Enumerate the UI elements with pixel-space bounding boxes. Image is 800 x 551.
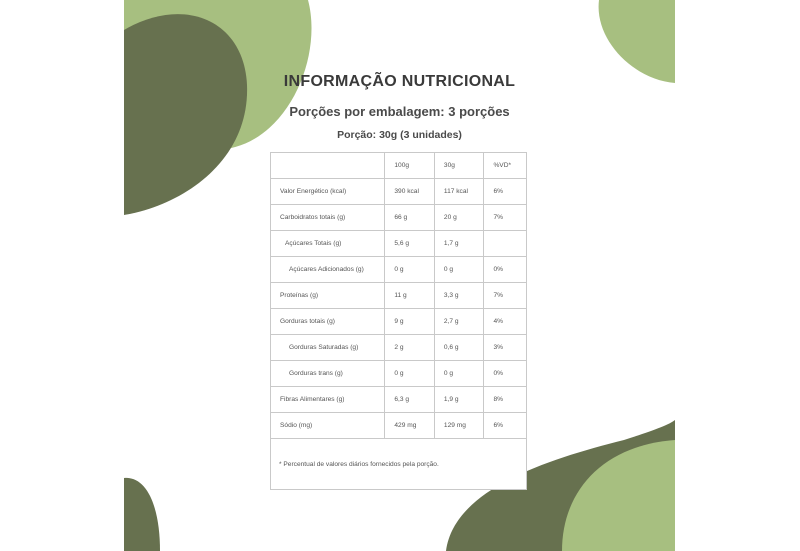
value-30g: 0 g bbox=[434, 361, 484, 387]
value-vd: 6% bbox=[484, 413, 527, 439]
value-100g: 429 mg bbox=[385, 413, 435, 439]
value-vd bbox=[484, 231, 527, 257]
value-100g: 5,6 g bbox=[385, 231, 435, 257]
nutrient-name: Carboidratos totais (g) bbox=[271, 205, 385, 231]
header-cell bbox=[271, 153, 385, 179]
value-vd: 0% bbox=[484, 361, 527, 387]
value-30g: 3,3 g bbox=[434, 283, 484, 309]
value-vd: 6% bbox=[484, 179, 527, 205]
value-30g: 20 g bbox=[434, 205, 484, 231]
header-cell: %VD* bbox=[484, 153, 527, 179]
nutrient-name: Gorduras trans (g) bbox=[271, 361, 385, 387]
nutrient-name: Gorduras totais (g) bbox=[271, 309, 385, 335]
value-30g: 2,7 g bbox=[434, 309, 484, 335]
value-100g: 0 g bbox=[385, 257, 435, 283]
value-100g: 11 g bbox=[385, 283, 435, 309]
value-100g: 9 g bbox=[385, 309, 435, 335]
value-vd: 0% bbox=[484, 257, 527, 283]
value-30g: 1,7 g bbox=[434, 231, 484, 257]
portion-size: Porção: 30g (3 unidades) bbox=[337, 129, 462, 141]
nutrition-table bbox=[270, 152, 527, 490]
value-100g: 2 g bbox=[385, 335, 435, 361]
nutrient-name: Proteínas (g) bbox=[271, 283, 385, 309]
value-vd: 7% bbox=[484, 205, 527, 231]
page-title: INFORMAÇÃO NUTRICIONAL bbox=[283, 73, 516, 90]
table-row bbox=[271, 231, 527, 257]
value-vd: 7% bbox=[484, 283, 527, 309]
table-row bbox=[271, 361, 527, 387]
table-row bbox=[271, 309, 527, 335]
table-row bbox=[271, 387, 527, 413]
value-100g: 0 g bbox=[385, 361, 435, 387]
value-30g: 0,6 g bbox=[434, 335, 484, 361]
table-row bbox=[271, 257, 527, 283]
nutrient-name: Valor Energético (kcal) bbox=[271, 179, 385, 205]
nutrient-name: Fibras Alimentares (g) bbox=[271, 387, 385, 413]
nutrient-name: Açúcares Totais (g) bbox=[271, 231, 385, 257]
value-vd: 8% bbox=[484, 387, 527, 413]
table-row bbox=[271, 413, 527, 439]
nutrient-name: Sódio (mg) bbox=[271, 413, 385, 439]
value-30g: 0 g bbox=[434, 257, 484, 283]
value-100g: 66 g bbox=[385, 205, 435, 231]
value-100g: 6,3 g bbox=[385, 387, 435, 413]
header-cell: 100g bbox=[385, 153, 435, 179]
table-row bbox=[271, 179, 527, 205]
blob-dark-bottom-left bbox=[124, 478, 160, 551]
value-vd: 3% bbox=[484, 335, 527, 361]
value-30g: 117 kcal bbox=[434, 179, 484, 205]
value-100g: 390 kcal bbox=[385, 179, 435, 205]
nutrition-panel bbox=[124, 0, 675, 551]
nutrient-name: Açúcares Adicionados (g) bbox=[271, 257, 385, 283]
servings-per-package: Porções por embalagem: 3 porções bbox=[289, 104, 510, 119]
value-vd: 4% bbox=[484, 309, 527, 335]
footnote: * Percentual de valores diários fornecidos pela porção. bbox=[271, 439, 527, 490]
table-row bbox=[271, 283, 527, 309]
table-header-row bbox=[271, 153, 527, 179]
table-row bbox=[271, 335, 527, 361]
blob-light-top-right bbox=[599, 0, 675, 83]
header-cell: 30g bbox=[434, 153, 484, 179]
footnote-row bbox=[271, 439, 527, 490]
table-row bbox=[271, 205, 527, 231]
value-30g: 129 mg bbox=[434, 413, 484, 439]
nutrient-name: Gorduras Saturadas (g) bbox=[271, 335, 385, 361]
value-30g: 1,9 g bbox=[434, 387, 484, 413]
